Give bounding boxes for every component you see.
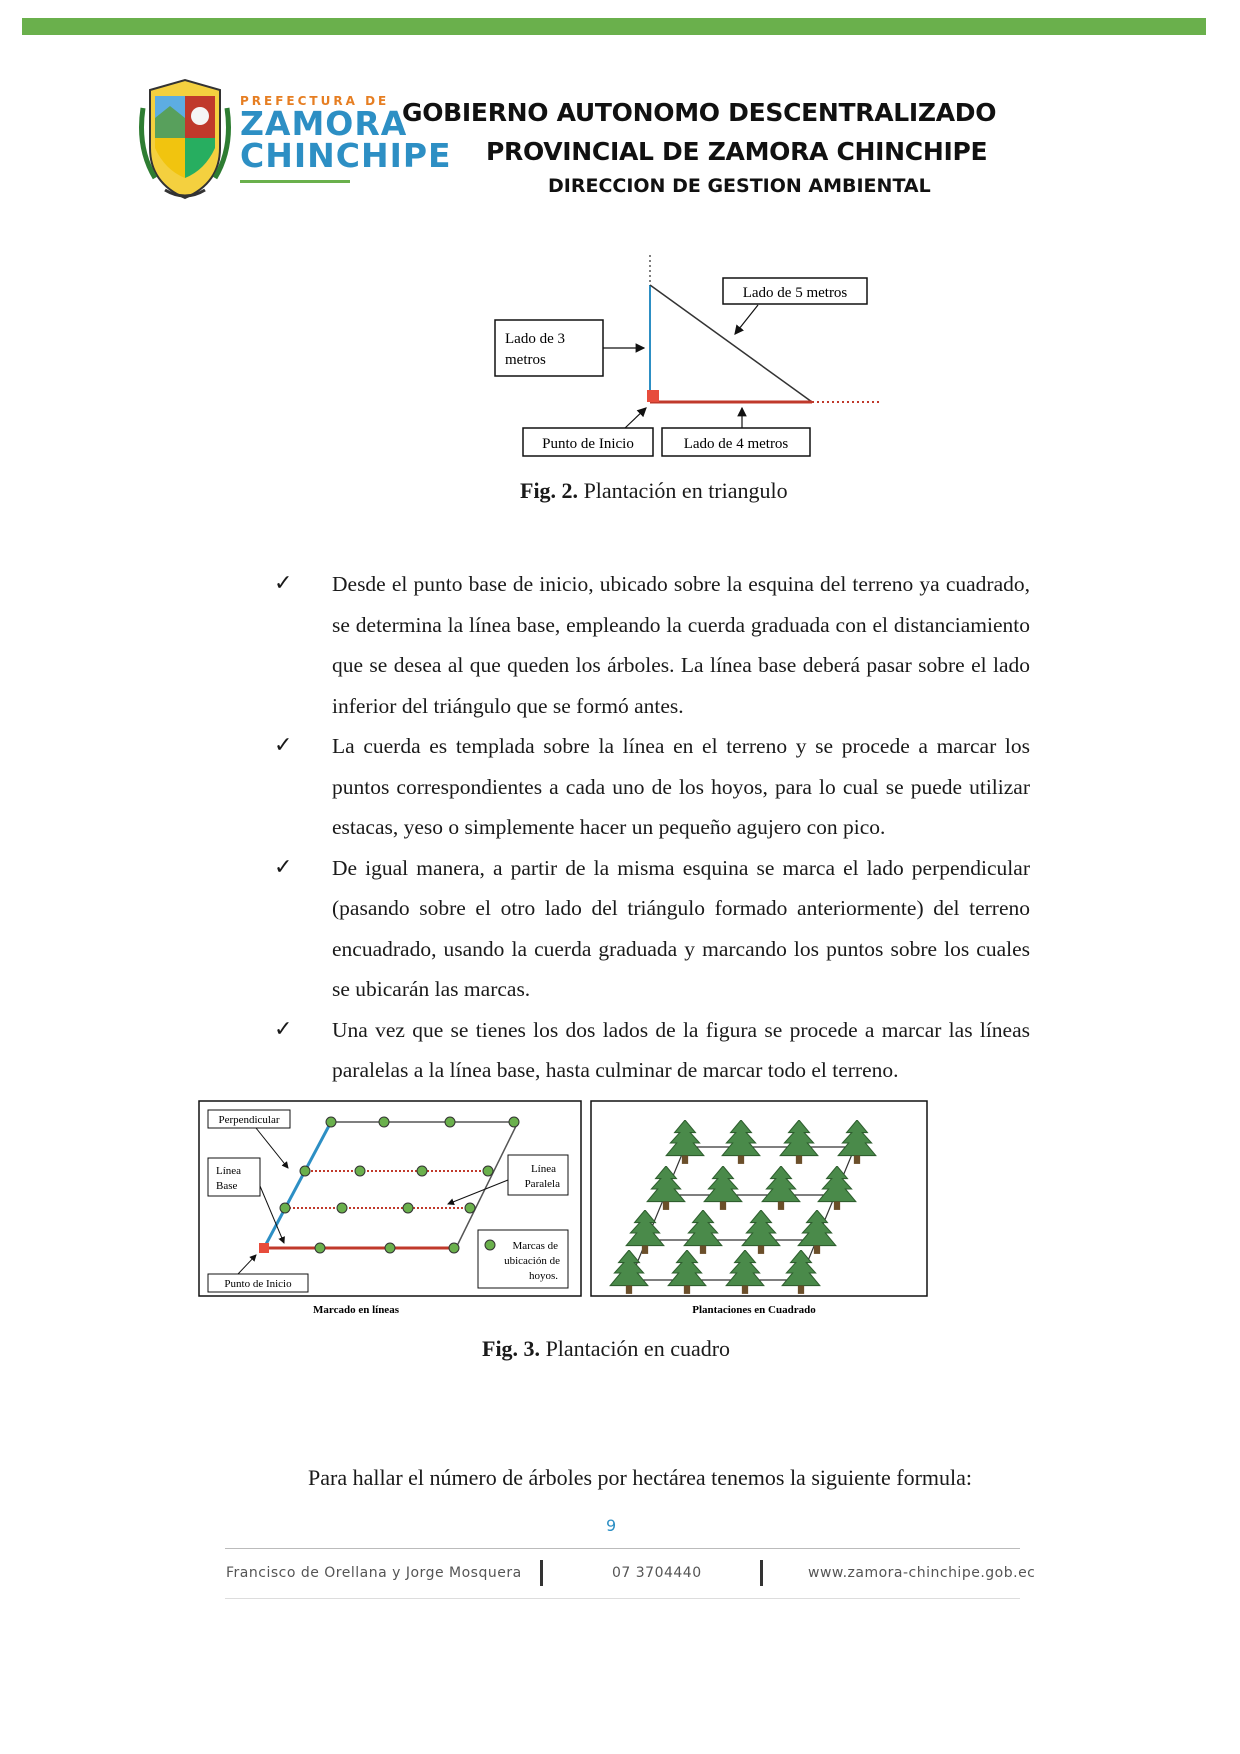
hole-mark (337, 1203, 347, 1213)
list-item (270, 1010, 1030, 1091)
checkmark-icon: ✓ (274, 1016, 293, 1042)
hole-mark (403, 1203, 413, 1213)
figure-3-caption (482, 1336, 730, 1362)
hole-mark (385, 1243, 395, 1253)
list-item (270, 848, 1030, 1010)
figure-3-line-marking-diagram (198, 1100, 583, 1320)
label-base-line1: Línea (216, 1165, 242, 1177)
footer-website[interactable]: www.zamora-chinchipe.gob.ec (808, 1565, 1036, 1581)
label-marks-line3: hoyos. (528, 1270, 558, 1282)
figure-2-triangle-diagram (490, 250, 890, 465)
figure-2-caption (520, 478, 788, 504)
list-item-text: La cuerda es templada sobre la línea en el terreno y se procede a marcar los puntos correspondientes a cada uno de los hoyos, para lo cual se puede utilizar estacas, yeso o simplemente hacer un pequeño agujero con pico. (332, 734, 1030, 839)
header-title-line1: GOBIERNO AUTONOMO DESCENTRALIZADO (402, 98, 997, 127)
page-number: 9 (606, 1516, 617, 1535)
header-title-line3: DIRECCION DE GESTION AMBIENTAL (548, 175, 931, 197)
label-side-4m: Lado de 4 metros (683, 436, 789, 452)
hole-mark (483, 1166, 493, 1176)
brand-prefix: PREFECTURA DE (240, 94, 390, 108)
arrow-side-5m (735, 305, 758, 334)
footer-phone: 07 3704440 (612, 1565, 702, 1581)
hole-mark (315, 1243, 325, 1253)
hole-mark (449, 1243, 459, 1253)
label-marks-line2: ubicación de (504, 1255, 560, 1267)
brand-name-line2: CHINCHIPE (240, 136, 452, 175)
hole-mark (509, 1117, 519, 1127)
list-item (270, 726, 1030, 848)
start-point-marker (647, 390, 659, 402)
label-parallel-line1: Línea (530, 1163, 556, 1175)
label-side-3m-line1: Lado de 3 (505, 331, 565, 347)
figure-3-caption-number: Fig. 3. (482, 1336, 541, 1361)
hole-mark (379, 1117, 389, 1127)
label-parallel-line2: Paralela (524, 1178, 560, 1190)
header-title-line2: PROVINCIAL DE ZAMORA CHINCHIPE (486, 137, 988, 166)
instruction-list (270, 564, 1030, 1091)
figure-3-square-plantation-diagram (590, 1100, 930, 1320)
top-green-bar (22, 18, 1206, 35)
footer-address: Francisco de Orellana y Jorge Mosquera (226, 1565, 522, 1581)
footer-separator (760, 1560, 763, 1586)
figure-2-caption-number: Fig. 2. (520, 478, 579, 503)
figure-3-caption-text: Plantación en cuadro (545, 1336, 731, 1361)
list-item (270, 564, 1030, 726)
list-item-text: Desde el punto base de inicio, ubicado sobre la esquina del terreno ya cuadrado, se determina la línea base, empleando la cuerda graduada con el distanciamiento que se desea al que queden los árboles. La línea base deberá pasar sobre el lado inferior del triángulo que se formó antes. (332, 572, 1030, 718)
hole-mark (417, 1166, 427, 1176)
hole-mark (300, 1166, 310, 1176)
footer-separator (540, 1560, 543, 1586)
label-base-line2: Base (216, 1180, 238, 1192)
hole-mark (465, 1203, 475, 1213)
hole-mark (355, 1166, 365, 1176)
legend-hole-mark (485, 1240, 495, 1250)
checkmark-icon: ✓ (274, 854, 293, 880)
list-item-text: Una vez que se tienes los dos lados de la figura se procede a marcar las líneas paralelas a la línea base, hasta culminar de marcar todo el terreno. (332, 1017, 1030, 1082)
checkmark-icon: ✓ (274, 733, 293, 758)
label-perpendicular: Perpendicular (218, 1114, 280, 1126)
footer-divider-top (225, 1548, 1020, 1549)
list-item-text: De igual manera, a partir de la misma esquina se marca el lado perpendicular (pasando sobre el otro lado del triángulo formado anteriormente) del terreno encuadrado, usando la cuerda graduada y marcando los puntos sobre los cuales se ubicarán las marcas. (332, 855, 1030, 1001)
arrow-start (625, 408, 646, 428)
hole-mark (326, 1117, 336, 1127)
start-point-marker (259, 1243, 269, 1253)
footer-divider-bottom (225, 1598, 1020, 1599)
hole-mark (280, 1203, 290, 1213)
label-marks-line1: Marcas de (512, 1240, 558, 1252)
brand-logotype (240, 94, 452, 204)
figure-2-caption-text: Plantación en triangulo (583, 478, 788, 503)
brand-name-line1: ZAMORA (240, 104, 408, 143)
coat-of-arms-icon (135, 78, 235, 204)
subcaption-square-plantation: Plantaciones en Cuadrado (692, 1304, 816, 1316)
hole-mark (445, 1117, 455, 1127)
label-start: Punto de Inicio (542, 436, 634, 452)
label-side-5m: Lado de 5 metros (742, 285, 848, 301)
label-side-3m-line2: metros (505, 352, 546, 368)
label-start: Punto de Inicio (224, 1278, 292, 1290)
figure-3-right-frame (591, 1101, 927, 1296)
brand-underline (240, 180, 350, 183)
formula-intro-text: Para hallar el número de árboles por hectárea tenemos la siguiente formula: (308, 1465, 973, 1490)
checkmark-icon: ✓ (274, 571, 293, 596)
subcaption-line-marking: Marcado en líneas (313, 1304, 399, 1316)
